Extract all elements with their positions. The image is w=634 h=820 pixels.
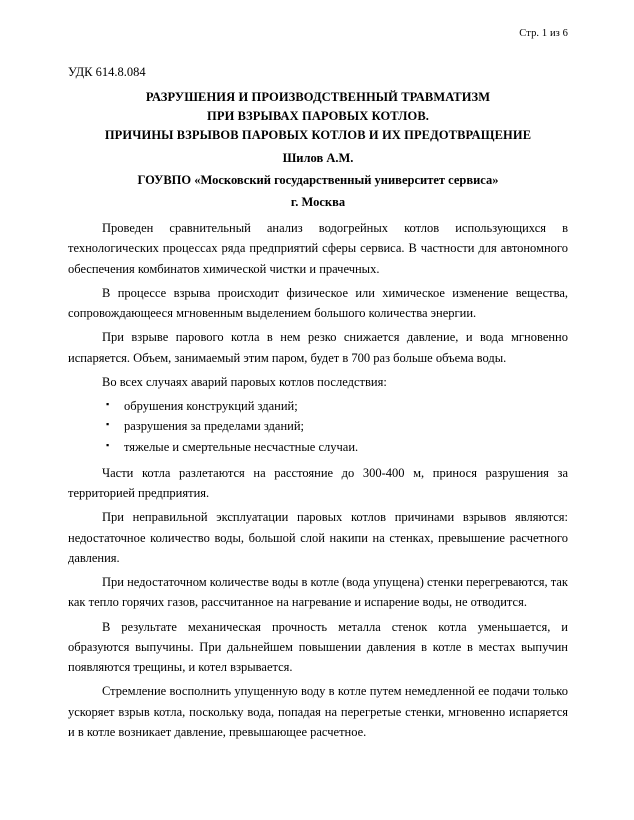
document-title-line-1: РАЗРУШЕНИЯ И ПРОИЗВОДСТВЕННЫЙ ТРАВМАТИЗМ: [145, 90, 491, 104]
paragraph: Стремление восполнить упущенную воду в котле путем немедленной ее подачи только ускоряет взрыв котла, поскольку вода, попадая на перегретые стенки, мгновенно испаряется и в котле возникает давление, превышающее расчетное.: [68, 684, 568, 739]
document-title-line-2: ПРИ ВЗРЫВАХ ПАРОВЫХ КОТЛОВ.: [207, 109, 429, 123]
list-item: [68, 396, 568, 416]
page-indicator: Стр. 1 из 6: [519, 28, 568, 39]
list-item: [68, 437, 568, 457]
affiliation: ГОУВПО «Московский государственный университет сервиса»: [137, 173, 499, 187]
list-item: [68, 416, 568, 436]
paragraph: При недостаточном количестве воды в котле (вода упущена) стенки перегреваются, так как тепло горячих газов, рассчитанное на нагревание и испарение воды, не отводится.: [68, 575, 568, 610]
list-item-label: тяжелые и смертельные несчастные случаи.: [124, 439, 359, 454]
bullet-icon: ▪: [106, 419, 110, 430]
paragraph: В результате механическая прочность металла стенок котла уменьшается, и образуются выпучины. При дальнейшем повышении давления в котле в местах выпучин появляются трещины, и котел взрывается.: [68, 619, 568, 674]
paragraph: При неправильной эксплуатации паровых котлов причинами взрывов являются: недостаточное количество воды, большой слой накипи на стенках, превышение расчетного давления.: [68, 510, 568, 565]
paragraph: При взрыве парового котла в нем резко снижается давление, и вода мгновенно испаряется. Объем, занимаемый этим паром, будет в 700 раз больше объема воды.: [68, 330, 568, 365]
consequences-list: [68, 396, 568, 457]
title-block: [68, 88, 568, 212]
document-title-line-3: ПРИЧИНЫ ВЗРЫВОВ ПАРОВЫХ КОТЛОВ И ИХ ПРЕДОТВРАЩЕНИЕ: [104, 128, 532, 142]
author-name: Шилов А.М.: [282, 151, 354, 165]
bullet-icon: ▪: [106, 399, 110, 409]
paragraph: Во всех случаях аварий паровых котлов последствия:: [102, 374, 387, 389]
paragraph: Проведен сравнительный анализ водогрейных котлов использующихся в технологических процессах ряда предприятий сферы сервиса. В частности для автономного обеспечения комбинатов химической чистки и прачечных.: [68, 221, 568, 276]
paragraph: Части котла разлетаются на расстояние до 300-400 м, принося разрушения за территорией предприятия.: [68, 465, 568, 500]
paragraph: В процессе взрыва происходит физическое или химическое изменение вещества, сопровождающееся мгновенным выделением большого количества энергии.: [68, 285, 568, 320]
document-body: [68, 218, 568, 742]
udk-code: УДК 614.8.084: [68, 65, 146, 79]
city: г. Москва: [290, 195, 346, 209]
bullet-icon: ▪: [106, 439, 110, 450]
list-item-label: разрушения за пределами зданий;: [124, 419, 305, 434]
list-item-label: обрушения конструкций зданий;: [124, 399, 298, 413]
